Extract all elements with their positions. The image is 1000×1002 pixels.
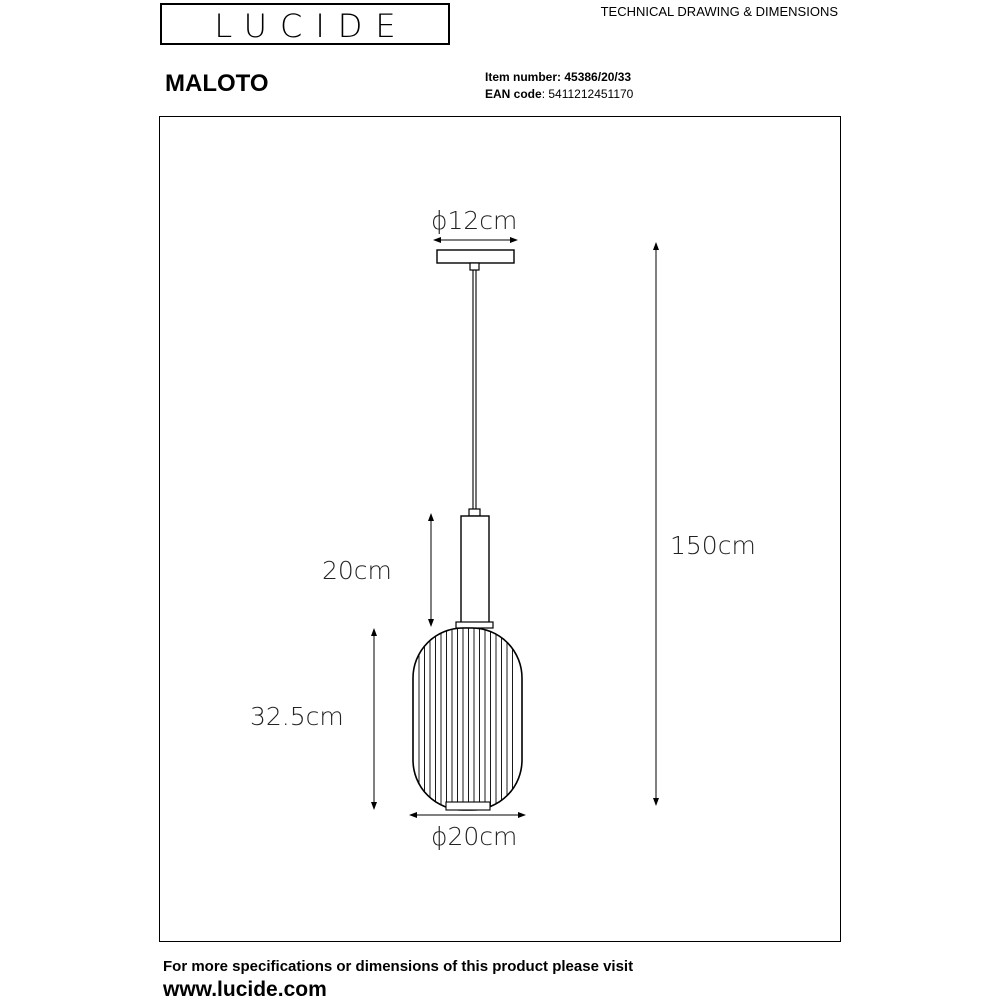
ean-code-label: EAN code [485,87,542,101]
item-number-value: 45386/20/33 [564,70,632,84]
shade-height-label: 32.5cm [250,702,344,731]
document-title: TECHNICAL DRAWING & DIMENSIONS [600,4,838,19]
footer-note: For more specifications or dimensions of this product please visit [163,958,634,975]
item-number-colon: : [557,70,562,84]
cable [469,270,480,516]
socket-cylinder [456,516,493,628]
website-link[interactable]: www.lucide.com [163,978,327,1001]
socket-height-label: 20cm [322,556,392,585]
canopy-diameter-label: ϕ12cm [431,206,518,235]
canopy [437,250,514,270]
logo-text: LUCIDE [214,7,409,45]
ean-code-value: 5411212451170 [548,87,634,101]
ribbed-glass-shade [413,628,522,810]
shade-diameter-label: ϕ20cm [431,822,518,851]
ean-code-colon: : [541,87,546,101]
item-number-label: Item number [485,70,558,84]
total-height-label: 150cm [670,531,756,560]
product-name: MALOTO [165,70,269,97]
